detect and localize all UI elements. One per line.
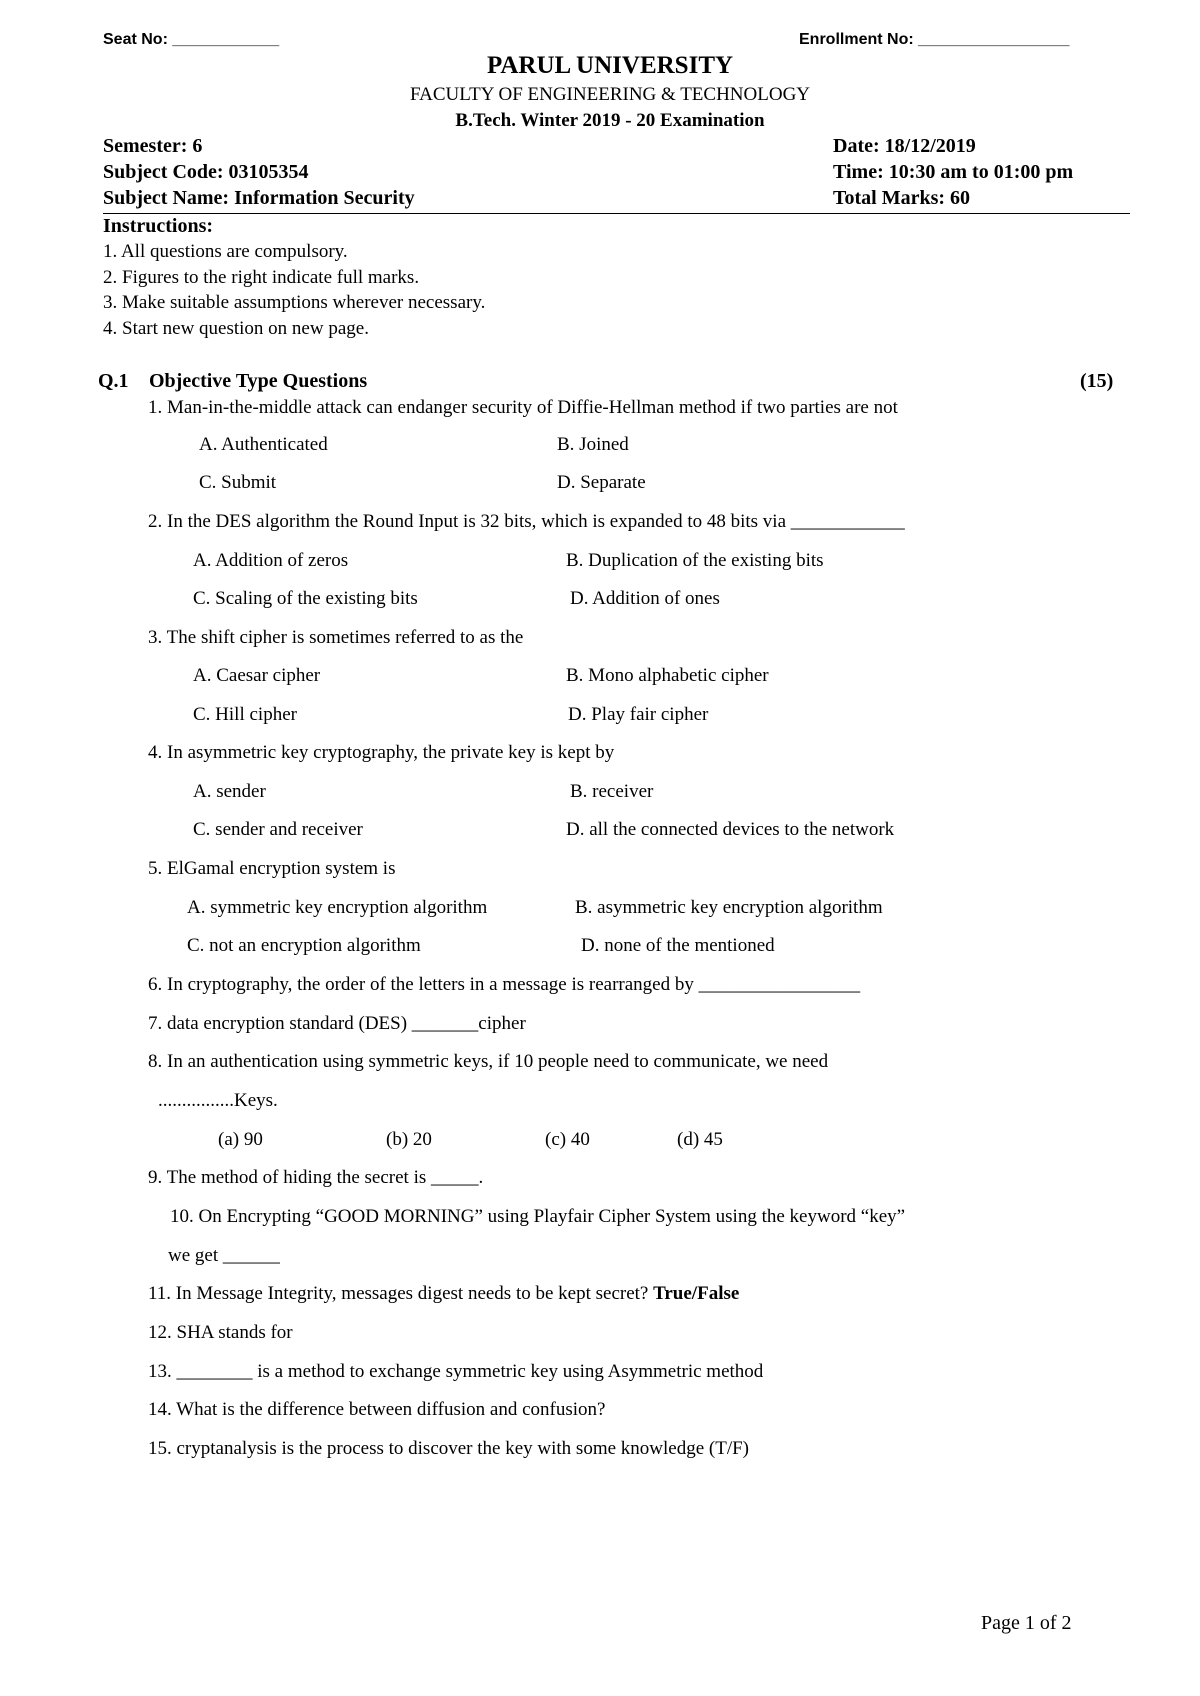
option-d: (d) 45 — [677, 1129, 723, 1150]
option-b: (b) 20 — [386, 1129, 432, 1150]
question-marks: (15) — [1080, 370, 1114, 392]
semester: Semester: 6 — [103, 135, 203, 157]
question-text: 3. The shift cipher is sometimes referred to as the — [148, 627, 524, 648]
instruction-item: 1. All questions are compulsory. — [103, 241, 348, 262]
option-d: D. none of the mentioned — [581, 935, 775, 956]
question-text: 6. In cryptography, the order of the letters in a message is rearranged by _________________ — [148, 974, 861, 995]
subject-code: Subject Code: 03105354 — [103, 161, 309, 183]
option-a: A. sender — [193, 781, 266, 802]
question-continuation: we get ______ — [168, 1245, 280, 1266]
option-b: B. asymmetric key encryption algorithm — [575, 897, 883, 918]
seat-no-field: Seat No: ____________ — [103, 31, 280, 48]
question-text: 9. The method of hiding the secret is _____. — [148, 1167, 484, 1188]
question-text: 13. ________ is a method to exchange symmetric key using Asymmetric method — [148, 1361, 764, 1382]
option-a: A. symmetric key encryption algorithm — [187, 897, 488, 918]
option-c: C. not an encryption algorithm — [187, 935, 421, 956]
option-c: C. sender and receiver — [193, 819, 363, 840]
question-text: 12. SHA stands for — [148, 1322, 293, 1343]
question-text-main: 11. In Message Integrity, messages digest needs to be kept secret? — [148, 1283, 654, 1304]
instruction-item: 2. Figures to the right indicate full marks. — [103, 267, 420, 288]
question-number: Q.1 — [98, 370, 129, 392]
option-a: A. Authenticated — [199, 434, 328, 455]
question-text: 10. On Encrypting “GOOD MORNING” using Playfair Cipher System using the keyword “key” — [170, 1206, 906, 1227]
subject-name: Subject Name: Information Security — [103, 187, 415, 209]
question-text: 4. In asymmetric key cryptography, the private key is kept by — [148, 742, 615, 763]
exam-title: B.Tech. Winter 2019 - 20 Examination — [455, 110, 765, 131]
option-c: (c) 40 — [545, 1129, 590, 1150]
question-text: 1. Man-in-the-middle attack can endanger security of Diffie-Hellman method if two parties are not — [148, 397, 898, 418]
option-c: C. Hill cipher — [193, 704, 297, 725]
header-divider — [103, 213, 1130, 214]
exam-time: Time: 10:30 am to 01:00 pm — [833, 161, 1074, 183]
exam-date: Date: 18/12/2019 — [833, 135, 976, 157]
question-text: 8. In an authentication using symmetric keys, if 10 people need to communicate, we need — [148, 1051, 829, 1072]
option-b: B. receiver — [570, 781, 654, 802]
option-a: (a) 90 — [218, 1129, 263, 1150]
option-a: A. Addition of zeros — [193, 550, 349, 571]
page-number: Page 1 of 2 — [981, 1612, 1072, 1634]
option-d: D. Addition of ones — [570, 588, 720, 609]
question-text: 14. What is the difference between diffusion and confusion? — [148, 1399, 606, 1420]
university-name: PARUL UNIVERSITY — [486, 52, 734, 79]
total-marks: Total Marks: 60 — [833, 187, 971, 209]
option-b: B. Mono alphabetic cipher — [566, 665, 769, 686]
question-text: 7. data encryption standard (DES) _______cipher — [148, 1013, 526, 1034]
option-d: D. Separate — [557, 472, 646, 493]
option-b: B. Joined — [557, 434, 629, 455]
option-d: D. all the connected devices to the network — [566, 819, 895, 840]
option-a: A. Caesar cipher — [193, 665, 321, 686]
instruction-item: 4. Start new question on new page. — [103, 318, 369, 339]
question-continuation: ................Keys. — [158, 1090, 278, 1111]
question-text: 15. cryptanalysis is the process to discover the key with some knowledge (T/F) — [148, 1438, 750, 1459]
option-b: B. Duplication of the existing bits — [566, 550, 824, 571]
true-false-emphasis: True/False — [653, 1283, 740, 1304]
question-text: 2. In the DES algorithm the Round Input is 32 bits, which is expanded to 48 bits via ____________ — [148, 511, 905, 532]
instructions-title: Instructions: — [103, 215, 214, 237]
enrollment-no-field: Enrollment No: _________________ — [799, 31, 1070, 48]
option-c: C. Scaling of the existing bits — [193, 588, 418, 609]
question-text: 5. ElGamal encryption system is — [148, 858, 396, 879]
faculty-name: FACULTY OF ENGINEERING & TECHNOLOGY — [409, 84, 811, 105]
question-title: Objective Type Questions — [149, 370, 368, 392]
option-c: C. Submit — [199, 472, 277, 493]
instruction-item: 3. Make suitable assumptions wherever necessary. — [103, 292, 486, 313]
option-d: D. Play fair cipher — [568, 704, 709, 725]
question-text — [148, 1283, 739, 1305]
